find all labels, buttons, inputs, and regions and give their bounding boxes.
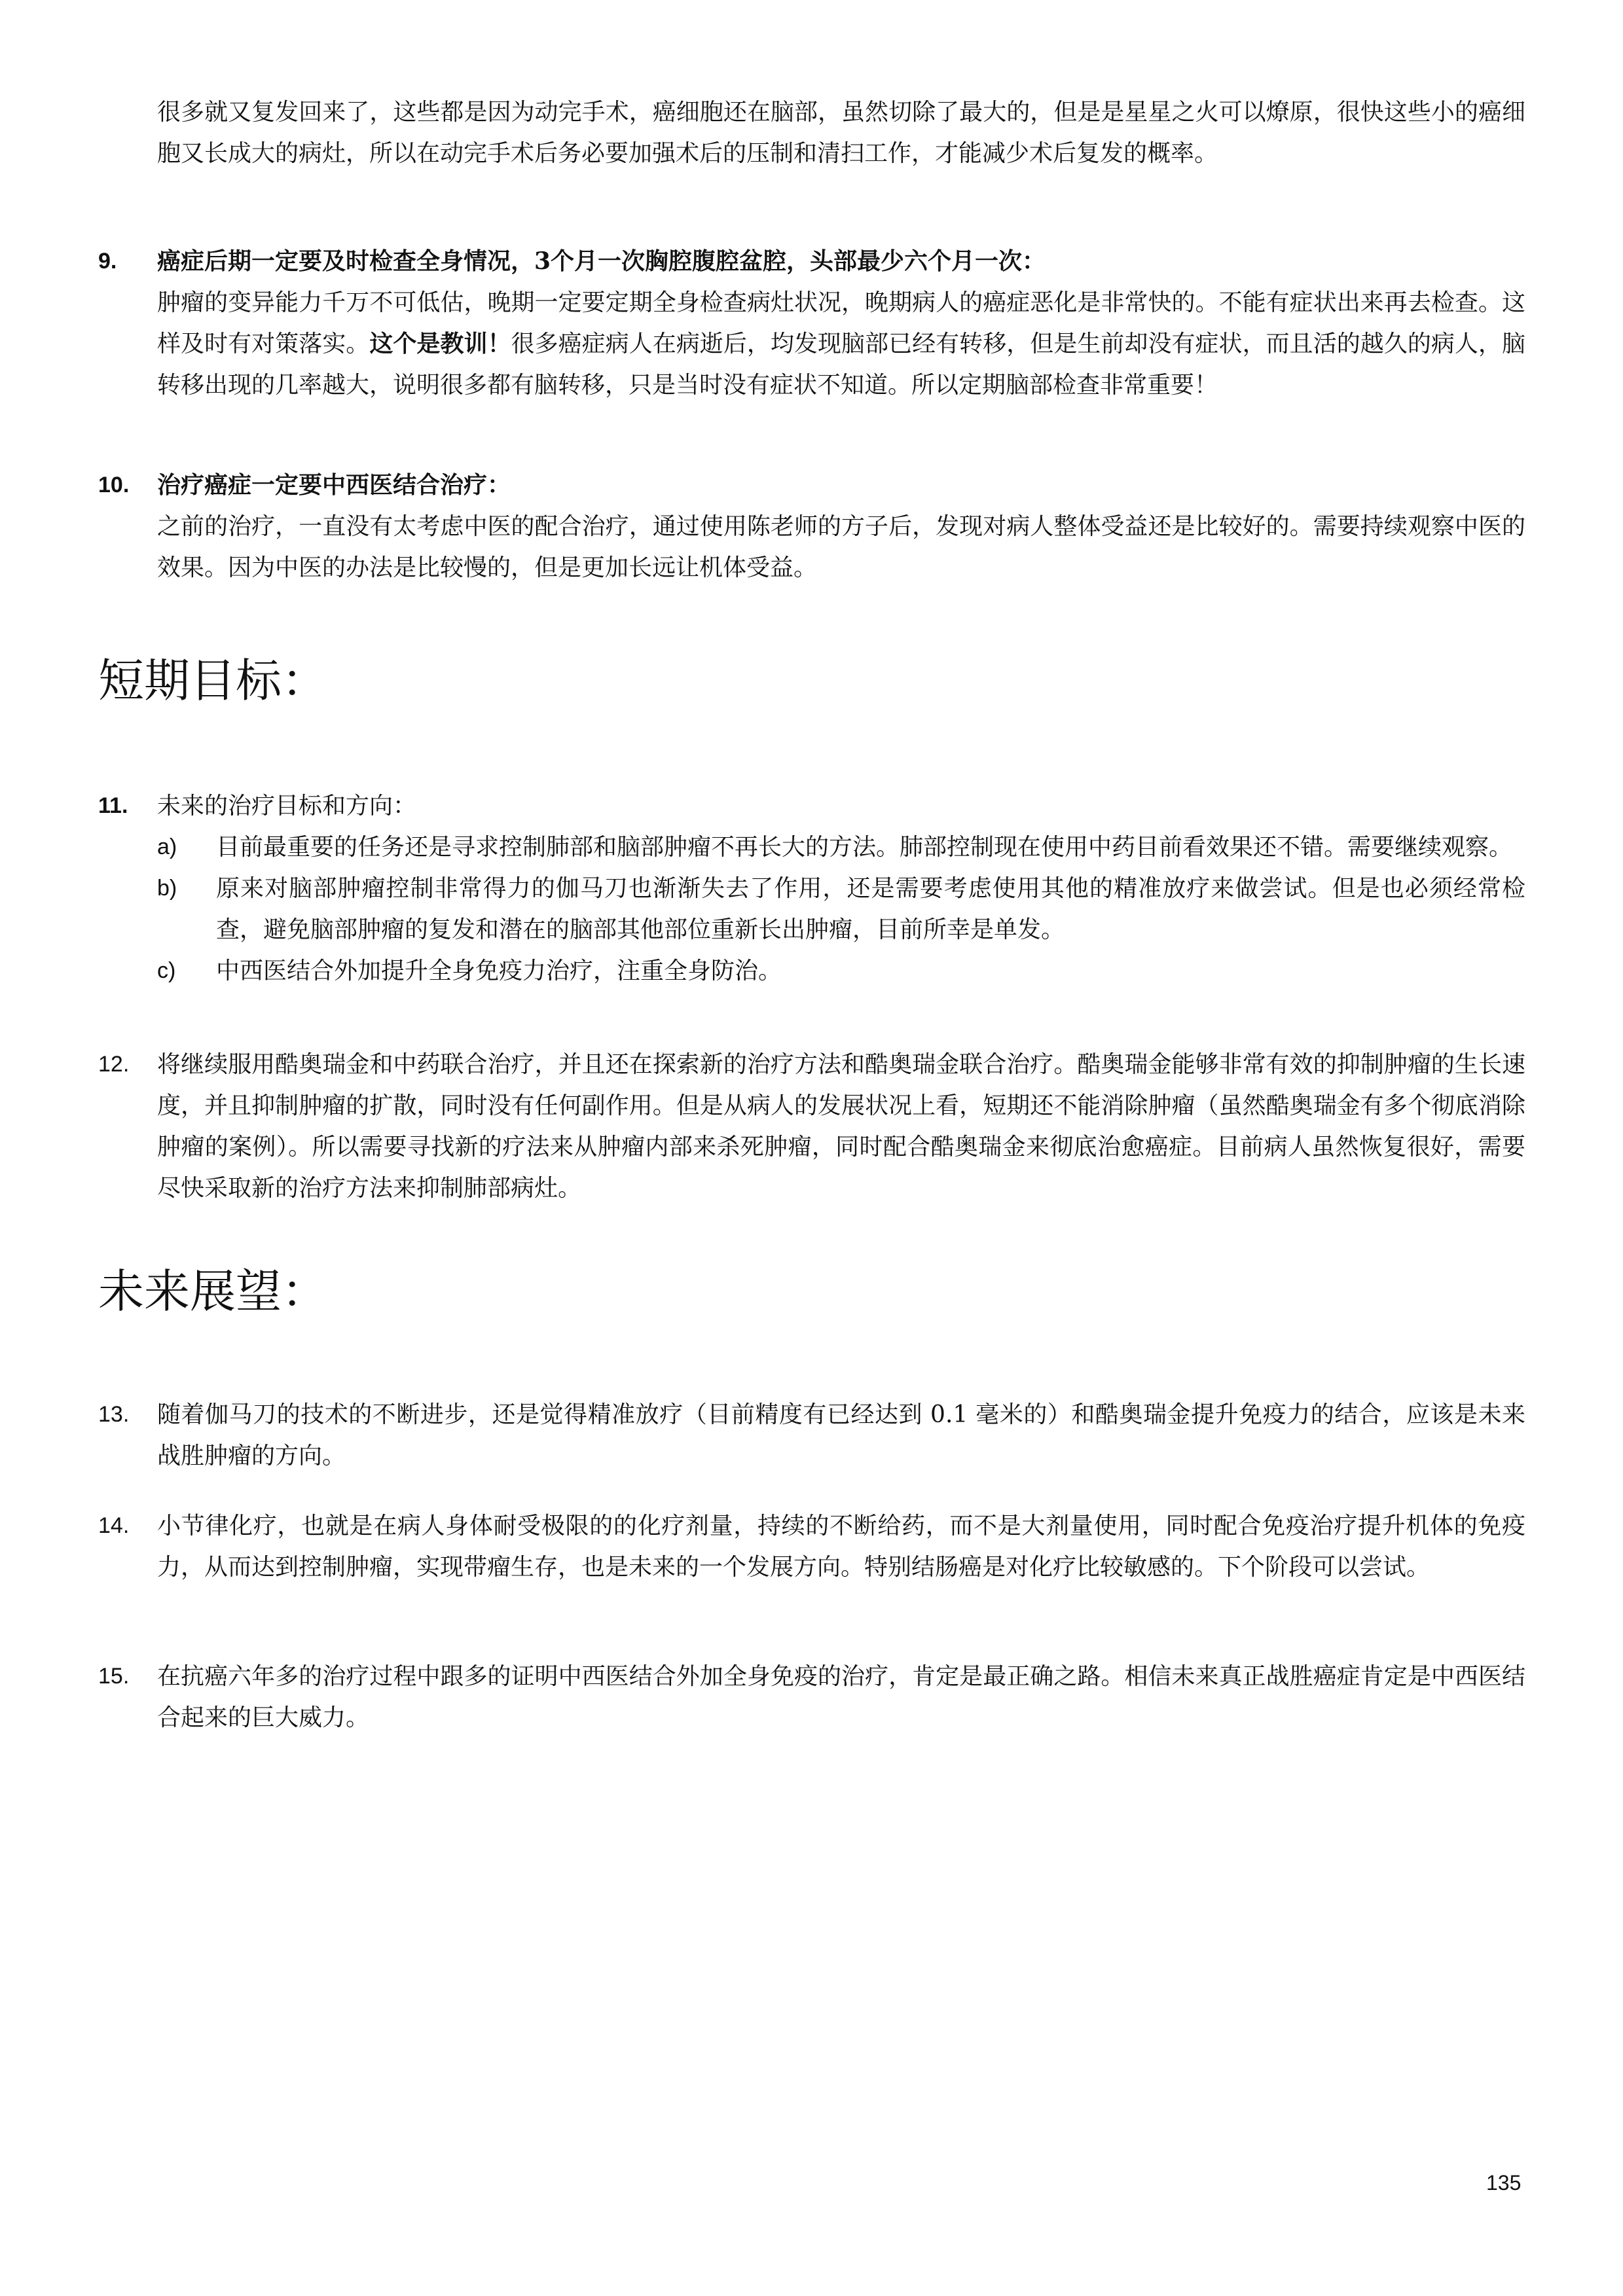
item-13-text: 随着伽马刀的技术的不断进步，还是觉得精准放疗（目前精度有已经达到 0.1 毫米的）和酷奥瑞金提升免疫力的结合，应该是未来战胜肿瘤的方向。: [157, 1401, 1525, 1469]
subitem-text: 目前最重要的任务还是寻求控制肺部和脑部肿瘤不再长大的方法。肺部控制现在使用中药目前看效果还不错。需要继续观察。: [216, 834, 1513, 861]
item-9-body-text-1: 肿瘤的变异能力千万不可低估，晚期一定要定期全身检查病灶状况，晚期病人的癌症恶化是非常快的。不能有症状出来再去检查。这样及时有对策落实。: [157, 289, 1525, 357]
section-heading-future: 未来展望：: [98, 1265, 327, 1318]
subitem-letter: a): [157, 834, 177, 859]
list-item-10: [98, 465, 1525, 588]
item-11-title: 未来的治疗目标和方向：: [157, 793, 417, 819]
item-10-number: 10.: [98, 473, 130, 497]
item-12-number: 12.: [98, 1052, 130, 1077]
item-15-row: [98, 1656, 1525, 1738]
item-11-subitem-b: [98, 868, 1525, 950]
item-14-number: 14.: [98, 1513, 130, 1538]
subitem-letter: b): [157, 876, 177, 901]
list-item-9: [98, 241, 1525, 406]
subitem-text: 中西医结合外加提升全身免疫力治疗，注重全身防治。: [216, 958, 782, 984]
subitem-text: 原来对脑部肿瘤控制非常得力的伽马刀也渐渐失去了作用，还是需要考虑使用其他的精准放疗来做尝试。但是也必须经常检查，避免脑部肿瘤的复发和潜在的脑部其他部位重新长出肿瘤，目前所幸是单发。: [216, 875, 1525, 943]
continuation-paragraph: 很多就又复发回来了，这些都是因为动完手术，癌细胞还在脑部，虽然切除了最大的，但是是星星之火可以燎原，很快这些小的癌细胞又长成大的病灶，所以在动完手术后务必要加强术后的压制和清扫工作，才能减少术后复发的概率。: [157, 99, 1525, 167]
item-9-number: 9.: [98, 249, 117, 274]
item-9-heading: [98, 241, 1525, 282]
item-13-row: [98, 1394, 1525, 1477]
item-15-number: 15.: [98, 1664, 130, 1689]
item-11-subitem-a: [98, 827, 1525, 868]
item-14-row: [98, 1505, 1525, 1588]
subitem-letter: c): [157, 958, 176, 983]
item-11-heading: [98, 785, 1525, 827]
list-item-15: [98, 1656, 1525, 1738]
item-9-body-text-2: 很多癌症病人在病逝后，均发现脑部已经有转移，但是生前却没有症状，而且活的越久的病人，脑转移出现的几率越大，说明很多都有脑转移，只是当时没有症状不知道。所以定期脑部检查非常重要！: [157, 331, 1525, 399]
item-10-heading: [98, 465, 1525, 506]
list-item-12: [98, 1044, 1525, 1209]
item-14-text: 小节律化疗，也就是在病人身体耐受极限的的化疗剂量，持续的不断给药，而不是大剂量使用，同时配合免疫治疗提升机体的免疫力，从而达到控制肿瘤，实现带瘤生存，也是未来的一个发展方向。特别结肠癌是对化疗比较敏感的。下个阶段可以尝试。: [157, 1513, 1525, 1581]
continuation-block: [98, 92, 1525, 174]
page-number: 135: [1486, 2171, 1522, 2195]
item-9-title: 癌症后期一定要及时检查全身情况，3个月一次胸腔腹腔盆腔，头部最少六个月一次：: [157, 247, 1046, 275]
list-item-13: [98, 1394, 1525, 1477]
item-11-number: 11.: [98, 793, 128, 818]
item-12-row: [98, 1044, 1525, 1209]
item-9-body: [98, 282, 1525, 406]
item-13-number: 13.: [98, 1402, 130, 1427]
item-11-subitem-c: [98, 950, 1525, 992]
list-item-11: [98, 785, 1525, 992]
item-10-title: 治疗癌症一定要中西医结合治疗：: [157, 471, 511, 499]
item-9-body-bold: 这个是教训！: [369, 330, 511, 357]
section-heading-short-term: 短期目标：: [98, 654, 327, 708]
item-12-text: 将继续服用酷奥瑞金和中药联合治疗，并且还在探索新的治疗方法和酷奥瑞金联合治疗。酷奥瑞金能够非常有效的抑制肿瘤的生长速度，并且抑制肿瘤的扩散，同时没有任何副作用。但是从病人的发展状况上看，短期还不能消除肿瘤（虽然酷奥瑞金有多个彻底消除肿瘤的案例）。所以需要寻找新的疗法来从肿瘤内部来杀死肿瘤，同时配合酷奥瑞金来彻底治愈癌症。目前病人虽然恢复很好，需要尽快采取新的治疗方法来抑制肺部病灶。: [157, 1051, 1525, 1202]
item-10-body: 之前的治疗，一直没有太考虑中医的配合治疗，通过使用陈老师的方子后，发现对病人整体受益还是比较好的。需要持续观察中医的效果。因为中医的办法是比较慢的，但是更加长远让机体受益。: [157, 513, 1525, 581]
item-15-text: 在抗癌六年多的治疗过程中跟多的证明中西医结合外加全身免疫的治疗，肯定是最正确之路。相信未来真正战胜癌症肯定是中西医结合起来的巨大威力。: [157, 1663, 1525, 1731]
list-item-14: [98, 1505, 1525, 1588]
